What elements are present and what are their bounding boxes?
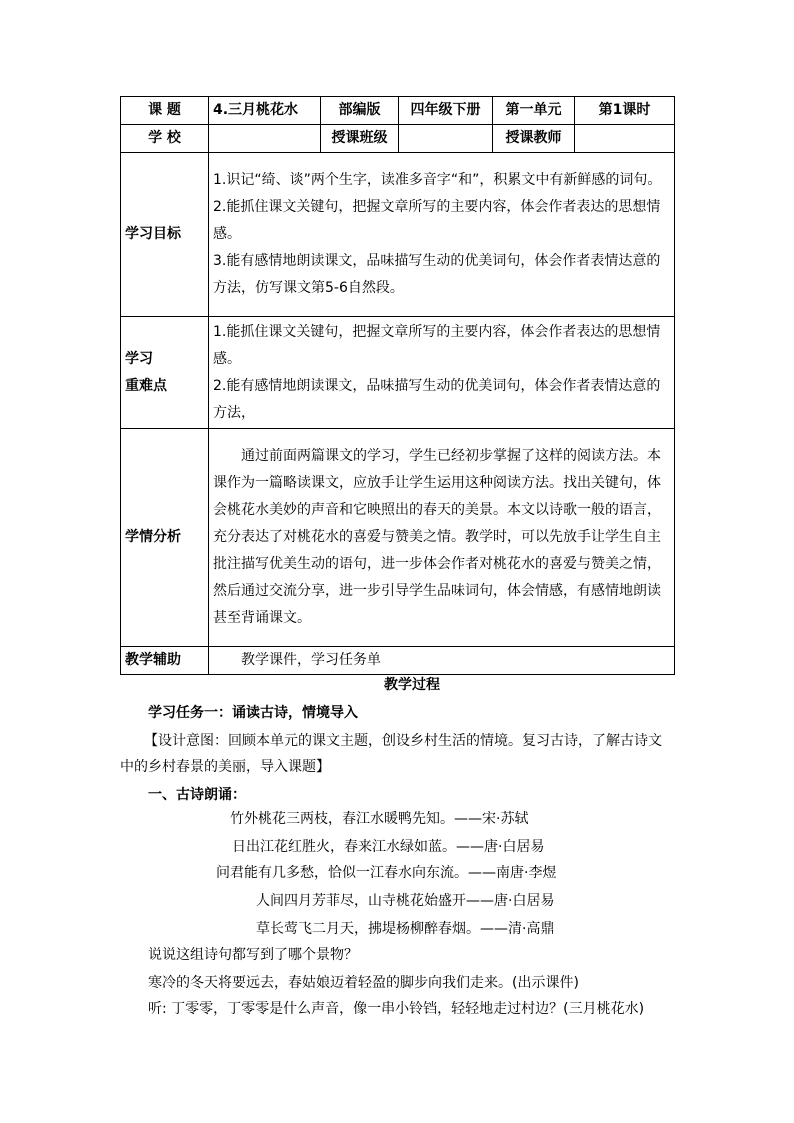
paragraph-line: 寒冷的冬天将要远去，春姑娘迈着轻盈的脚步向我们走来。(出示课件) bbox=[148, 975, 579, 991]
aids-label: 教学辅助 bbox=[121, 647, 209, 675]
key-points-label: 学习 重难点 bbox=[121, 317, 209, 429]
table-row-topic bbox=[121, 97, 675, 125]
table-row-aids bbox=[121, 647, 675, 675]
class-value bbox=[399, 125, 493, 153]
paragraph-line: 听: 丁零零，丁零零是什么声音，像一串小铃铛，轻轻地走过村边？(三月桃花水) bbox=[148, 1001, 645, 1017]
poem-line: 日出江花红胜火，春来江水绿如蓝。——唐·白居易 bbox=[232, 839, 545, 855]
edition: 部编版 bbox=[321, 97, 399, 125]
class-label: 授课班级 bbox=[321, 125, 399, 153]
grade: 四年级下册 bbox=[399, 97, 493, 125]
key-point-item: 1.能抓住课文关键句，把握文章所写的主要内容，体会作者表达的思想情感。 bbox=[213, 323, 661, 367]
key-points-content bbox=[209, 317, 675, 429]
section-heading: 一、古诗朗诵： bbox=[148, 787, 246, 803]
design-intent-line: 【设计意图：回顾本单元的课文主题，创设乡村生活的情境。复习古诗，了解古诗文 bbox=[144, 733, 662, 749]
poem-line: 人间四月芳菲尽，山寺桃花始盛开——唐·白居易 bbox=[256, 893, 555, 909]
key-point-item: 2.能有感情地朗读课文，品味描写生动的优美词句，体会作者表情达意的方法， bbox=[213, 377, 661, 421]
lesson-info-table bbox=[120, 96, 675, 675]
question-line: 说说这组诗句都写到了哪个景物？ bbox=[148, 947, 358, 963]
goal-item: 2.能抓住课文关键句，把握文章所写的主要内容，体会作者表达的思想情感。 bbox=[213, 199, 661, 242]
topic-label: 课 题 bbox=[121, 97, 209, 125]
analysis-content: 通过前面两篇课文的学习，学生已经初步掌握了这样的阅读方法。本课作为一篇略读课文，应放手让学生运用这种阅读方法。找出关键句，体会桃花水美妙的声音和它映照出的春天的美景。本文以诗歌一般的语言，充分表达了对桃花水的喜爱与赞美之情。教学时，可以先放手让学生自主批注描写优美生动的语句，进一步体会作者对桃花水的喜爱与赞美之情，然后通过交流分享，进一步引导学生品味词句，体会情感，有感情地朗读甚至背诵课文。 bbox=[209, 429, 675, 647]
table-row-goals bbox=[121, 153, 675, 317]
poem-line: 草长莺飞二月天，拂堤杨柳醉春烟。——清·高鼎 bbox=[256, 921, 555, 937]
poem-line: 竹外桃花三两枝，春江水暖鸭先知。——宋·苏轼 bbox=[230, 811, 529, 827]
table-row-school bbox=[121, 125, 675, 153]
task-heading: 学习任务一：诵读古诗，情境导入 bbox=[148, 705, 358, 721]
teacher-value bbox=[575, 125, 675, 153]
goals-content bbox=[209, 153, 675, 317]
process-heading: 教学过程 bbox=[384, 677, 440, 693]
teacher-label: 授课教师 bbox=[493, 125, 575, 153]
goals-label: 学习目标 bbox=[121, 153, 209, 317]
school-value bbox=[209, 125, 321, 153]
table-row-analysis bbox=[121, 429, 675, 647]
unit: 第一单元 bbox=[493, 97, 575, 125]
period: 第1课时 bbox=[575, 97, 675, 125]
school-label: 学 校 bbox=[121, 125, 209, 153]
analysis-label: 学情分析 bbox=[121, 429, 209, 647]
goal-item: 1.识记“绮、谈”两个生字，读准多音字“和”，积累文中有新鲜感的词句。 bbox=[213, 172, 662, 188]
design-intent-line: 中的乡村春景的美丽，导入课题】 bbox=[120, 759, 330, 775]
poem-line: 问君能有几多愁，恰似一江春水向东流。——南唐·李煜 bbox=[216, 865, 557, 881]
goal-item: 3.能有感情地朗读课文，品味描写生动的优美词句，体会作者表情达意的方法，仿写课文第5-6自然段。 bbox=[213, 253, 661, 296]
table-row-key-points bbox=[121, 317, 675, 429]
lesson-title: 4.三月桃花水 bbox=[209, 97, 321, 125]
aids-content: 教学课件，学习任务单 bbox=[209, 647, 675, 675]
